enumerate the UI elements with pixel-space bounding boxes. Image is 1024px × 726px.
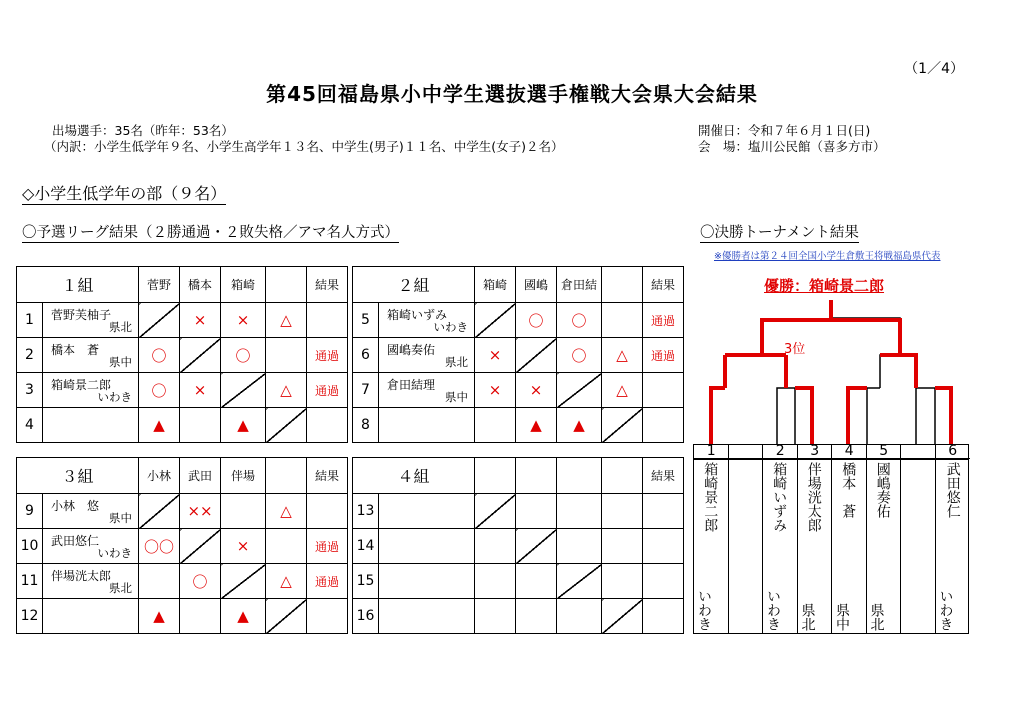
table-row (353, 494, 684, 529)
result-cell (307, 303, 348, 338)
venue-info: 会 場：塩川公民館（喜多方市） (698, 139, 886, 154)
column-header: 小林 (139, 458, 180, 494)
match-cell (221, 494, 266, 529)
player-area: 県北 (109, 581, 133, 595)
bracket-slot (867, 445, 902, 633)
player-number: 11 (17, 564, 43, 599)
bracket-header-line (694, 459, 968, 460)
player-area: 県中 (109, 511, 133, 525)
table-row (17, 599, 348, 634)
bracket-slot (798, 445, 833, 633)
match-cell (266, 408, 307, 443)
group-name: ２組 (353, 267, 475, 303)
result-cell (643, 494, 684, 529)
match-cell: △ (266, 494, 307, 529)
match-cell: ▲ (516, 408, 557, 443)
column-header: 箱崎 (475, 267, 516, 303)
match-cell (475, 494, 516, 529)
bracket-slot (936, 445, 971, 633)
player-area: 県北 (109, 320, 133, 334)
page-number: （1／4） (904, 61, 964, 77)
result-header: 結果 (307, 458, 348, 494)
seed-number: 2 (763, 443, 798, 459)
seed-number: 6 (936, 443, 971, 459)
bracket-player-name: 國嶋奏佑 (874, 462, 891, 518)
player-area: 県中 (109, 355, 133, 369)
bracket-slot (763, 445, 798, 633)
tournament-bracket (690, 300, 980, 445)
column-header: 倉田結 (557, 267, 602, 303)
match-cell (180, 529, 221, 564)
match-cell (602, 408, 643, 443)
match-cell: × (475, 338, 516, 373)
match-cell: ▲ (221, 599, 266, 634)
bracket-player-area: 県北 (799, 603, 816, 631)
column-header (516, 458, 557, 494)
player-number: 6 (353, 338, 379, 373)
player-area: 県北 (445, 355, 469, 369)
match-cell (557, 373, 602, 408)
player-number: 4 (17, 408, 43, 443)
column-header: 菅野 (139, 267, 180, 303)
player-name: 橋本 蒼 (51, 343, 100, 357)
table-row (17, 338, 348, 373)
player-cell (379, 408, 475, 443)
tournament-title: 〇決勝トーナメント結果 (700, 225, 859, 241)
player-cell (43, 599, 139, 634)
table-row (353, 338, 684, 373)
section-title: ◇小学生低学年の部（９名） (22, 184, 227, 203)
match-cell (180, 338, 221, 373)
player-number: 10 (17, 529, 43, 564)
player-cell (379, 564, 475, 599)
table-row (353, 599, 684, 634)
match-cell: ▲ (557, 408, 602, 443)
match-cell (516, 529, 557, 564)
result-cell (307, 494, 348, 529)
table-row (17, 303, 348, 338)
seed-number (729, 443, 764, 459)
player-name: 倉田結理 (387, 378, 436, 392)
player-number: 16 (353, 599, 379, 634)
match-cell: 〇 (139, 373, 180, 408)
result-cell: 通過 (307, 529, 348, 564)
players-info: 出場選手：35名（昨年：53名） (52, 123, 234, 138)
match-cell (266, 599, 307, 634)
match-cell: × (221, 303, 266, 338)
player-number: 2 (17, 338, 43, 373)
group-table-3 (16, 457, 348, 634)
table-row (353, 529, 684, 564)
player-area: いわき (97, 546, 133, 560)
player-area: 県中 (445, 390, 469, 404)
match-cell (557, 494, 602, 529)
player-cell (43, 564, 139, 599)
seed-number (901, 443, 936, 459)
match-cell (516, 564, 557, 599)
match-cell: 〇 (221, 338, 266, 373)
result-cell (307, 408, 348, 443)
page-title: 第45回福島県小中学生選抜選手権戦大会県大会結果 (266, 82, 758, 106)
bracket-player-area: いわき (765, 589, 781, 631)
player-number: 8 (353, 408, 379, 443)
match-cell: 〇 (180, 564, 221, 599)
table-row (17, 373, 348, 408)
match-cell (139, 494, 180, 529)
match-cell (180, 408, 221, 443)
tournament-note: ※優勝者は第２４回全国小学生倉敷王将戦福島県代表 (714, 251, 941, 262)
column-header: 伴場 (221, 458, 266, 494)
column-header: 橋本 (180, 267, 221, 303)
date-info: 開催日：令和７年６月１日(日) (698, 123, 871, 138)
group-name: ３組 (17, 458, 139, 494)
bracket-player-name: 伴場洸太郎 (805, 462, 822, 532)
league-title: 〇予選リーグ結果（２勝通過・２敗失格／アマ名人方式） (22, 225, 399, 241)
match-cell: ▲ (139, 408, 180, 443)
player-number: 13 (353, 494, 379, 529)
column-header: 箱崎 (221, 267, 266, 303)
match-cell (221, 564, 266, 599)
match-cell (475, 303, 516, 338)
match-cell (516, 494, 557, 529)
match-cell (602, 494, 643, 529)
match-cell: × (221, 529, 266, 564)
group-table-2 (352, 266, 684, 443)
match-cell (602, 599, 643, 634)
match-cell: △ (602, 373, 643, 408)
match-cell: 〇〇 (139, 529, 180, 564)
column-header (475, 458, 516, 494)
match-cell (516, 599, 557, 634)
player-cell (379, 529, 475, 564)
player-number: 12 (17, 599, 43, 634)
player-name: 菅野芙柚子 (51, 308, 112, 322)
table-row (17, 564, 348, 599)
column-header (557, 458, 602, 494)
table-row (353, 564, 684, 599)
result-cell: 通過 (307, 564, 348, 599)
result-cell: 通過 (307, 373, 348, 408)
match-cell: × (180, 303, 221, 338)
player-cell (379, 599, 475, 634)
match-cell (221, 373, 266, 408)
match-cell: × (475, 373, 516, 408)
group-table-1 (16, 266, 348, 443)
column-header (602, 267, 643, 303)
column-header (266, 458, 307, 494)
result-cell (307, 599, 348, 634)
match-cell: × (516, 373, 557, 408)
player-number: 14 (353, 529, 379, 564)
bracket-player-area: いわき (937, 589, 954, 631)
match-cell: × (180, 373, 221, 408)
result-header: 結果 (643, 267, 684, 303)
match-cell (557, 529, 602, 564)
match-cell (602, 529, 643, 564)
match-cell: 〇 (139, 338, 180, 373)
player-cell (43, 338, 139, 373)
match-cell (516, 338, 557, 373)
bracket-player-name: 武田悠仁 (944, 462, 961, 518)
match-cell: △ (602, 338, 643, 373)
column-header (602, 458, 643, 494)
match-cell (557, 599, 602, 634)
player-cell (43, 529, 139, 564)
column-header: 國嶋 (516, 267, 557, 303)
table-row (353, 373, 684, 408)
match-cell (475, 408, 516, 443)
player-cell (43, 494, 139, 529)
group-table-4 (352, 457, 684, 634)
bracket-player-area: 県中 (834, 603, 850, 631)
player-number: 9 (17, 494, 43, 529)
winner-label: 優勝：箱崎景二郎 (764, 277, 885, 295)
match-cell: ×× (180, 494, 221, 529)
player-name: 國嶋奏佑 (387, 343, 436, 357)
match-cell (266, 338, 307, 373)
bracket-slot (729, 445, 764, 633)
result-header: 結果 (643, 458, 684, 494)
seed-number: 3 (798, 443, 833, 459)
match-cell (602, 564, 643, 599)
bracket-player-name: 橋本 蒼 (840, 462, 857, 518)
player-area: いわき (97, 390, 133, 404)
bracket-player-area: 県北 (868, 603, 885, 631)
player-cell (379, 303, 475, 338)
bracket-player-area: いわき (696, 589, 712, 631)
breakdown-info: （内訳：小学生低学年９名、小学生高学年１３名、中学生(男子)１１名、中学生(女子)２名） (44, 139, 564, 154)
match-cell: △ (266, 303, 307, 338)
result-cell (643, 564, 684, 599)
match-cell: 〇 (557, 303, 602, 338)
bracket-slot (832, 445, 867, 633)
result-cell (643, 373, 684, 408)
player-cell (379, 338, 475, 373)
match-cell (139, 303, 180, 338)
match-cell: △ (266, 373, 307, 408)
player-cell (43, 303, 139, 338)
table-row (353, 408, 684, 443)
match-cell: 〇 (516, 303, 557, 338)
match-cell (266, 529, 307, 564)
bracket-players (693, 444, 969, 634)
match-cell (557, 564, 602, 599)
match-cell (475, 599, 516, 634)
match-cell: ▲ (139, 599, 180, 634)
match-cell: ▲ (221, 408, 266, 443)
table-row (17, 494, 348, 529)
table-row (17, 529, 348, 564)
bracket-player-name: 箱崎いずみ (771, 462, 788, 532)
seed-number: 1 (694, 443, 729, 459)
group-name: １組 (17, 267, 139, 303)
player-name: 箱崎景二郎 (51, 378, 112, 392)
table-row (353, 303, 684, 338)
bracket-slot (694, 445, 729, 633)
player-number: 7 (353, 373, 379, 408)
result-cell (643, 599, 684, 634)
result-cell: 通過 (643, 303, 684, 338)
match-cell (475, 564, 516, 599)
player-cell (379, 494, 475, 529)
player-name: 小林 悠 (51, 499, 100, 513)
player-cell (379, 373, 475, 408)
result-cell (643, 529, 684, 564)
player-cell (43, 373, 139, 408)
third-place-label: 3位 (784, 342, 806, 357)
player-area: いわき (433, 320, 469, 334)
result-cell: 通過 (307, 338, 348, 373)
column-header (266, 267, 307, 303)
match-cell: 〇 (557, 338, 602, 373)
player-number: 3 (17, 373, 43, 408)
player-number: 5 (353, 303, 379, 338)
seed-number: 5 (867, 443, 902, 459)
result-cell: 通過 (643, 338, 684, 373)
result-cell (643, 408, 684, 443)
match-cell (602, 303, 643, 338)
player-number: 15 (353, 564, 379, 599)
player-name: 伴場洸太郎 (51, 569, 112, 583)
group-name: ４組 (353, 458, 475, 494)
table-row (17, 408, 348, 443)
player-name: 箱崎いずみ (387, 308, 448, 322)
match-cell: △ (266, 564, 307, 599)
match-cell (180, 599, 221, 634)
player-name: 武田悠仁 (51, 534, 100, 548)
bracket-slot (901, 445, 936, 633)
match-cell (139, 564, 180, 599)
player-cell (43, 408, 139, 443)
match-cell (475, 529, 516, 564)
column-header: 武田 (180, 458, 221, 494)
player-number: 1 (17, 303, 43, 338)
bracket-player-name: 箱崎景二郎 (702, 462, 719, 532)
seed-number: 4 (832, 443, 867, 459)
result-header: 結果 (307, 267, 348, 303)
